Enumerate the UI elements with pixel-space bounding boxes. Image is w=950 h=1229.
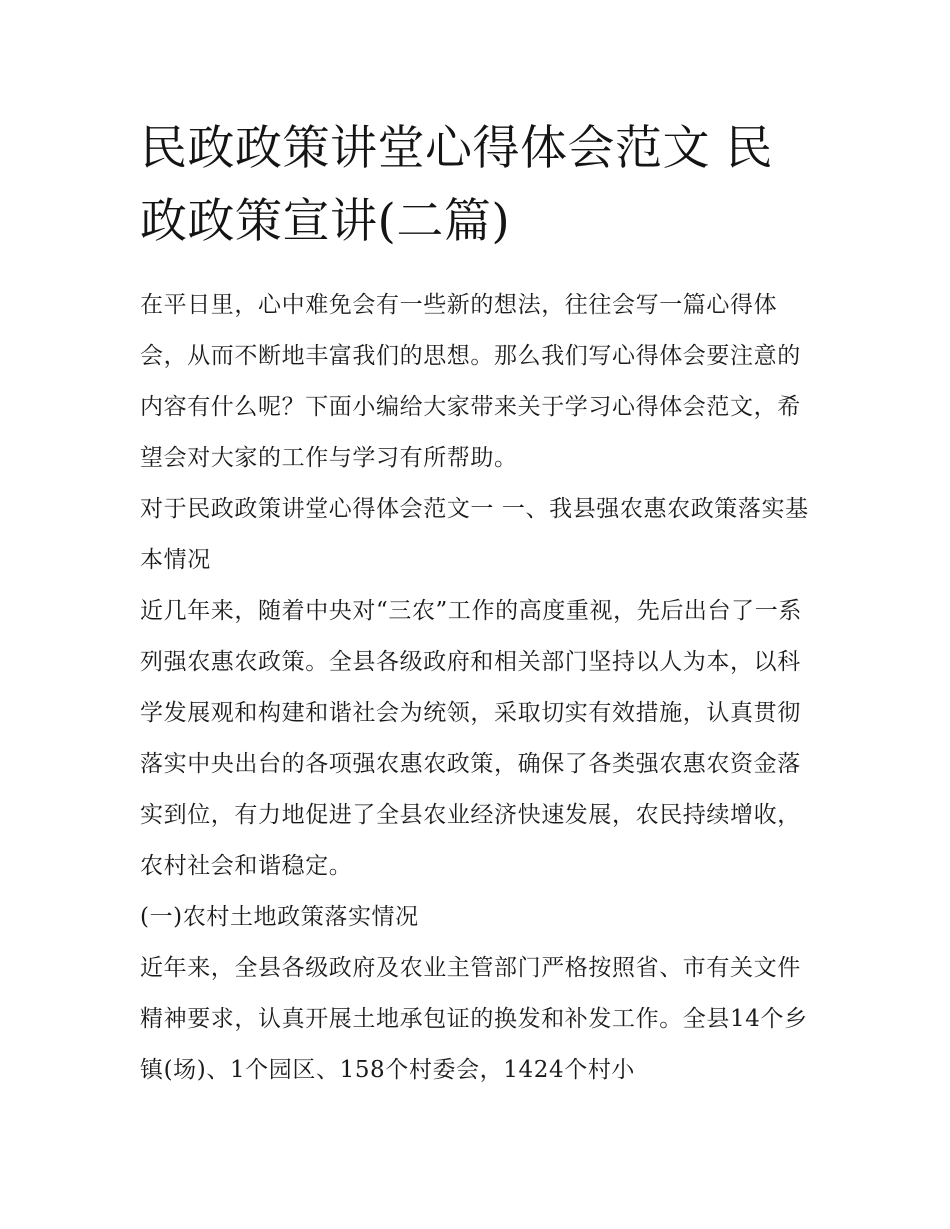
paragraph-land-policy: 近年来，全县各级政府及农业主管部门严格按照省、市有关文件精神要求，认真开展土地承包证的换发和补发工作。全县14个乡镇(场)、1个园区、158个村委会，1424个村小 <box>140 955 808 1083</box>
document-body <box>140 280 820 1096</box>
paragraph-section-heading: 对于民政政策讲堂心得体会范文一 一、我县强农惠农政策落实基本情况 <box>140 496 809 573</box>
document-title: 民政政策讲堂心得体会范文 民政政策宣讲(二篇) <box>140 121 773 249</box>
paragraph-subheading-land-policy: (一)农村土地政策落实情况 <box>140 904 419 930</box>
paragraph-intro: 在平日里，心中难免会有一些新的想法，往往会写一篇心得体会，从而不断地丰富我们的思想。那么我们写心得体会要注意的内容有什么呢？下面小编给大家带来关于学习心得体会范文，希望会对大家的工作与学习有所帮助。 <box>140 292 801 471</box>
paragraph-policy-overview: 近几年来，随着中央对“三农”工作的高度重视，先后出台了一系列强农惠农政策。全县各级政府和相关部门坚持以人为本，以科学发展观和构建和谐社会为统领，采取切实有效措施，认真贯彻落实中央出台的各项强农惠农政策，确保了各类强农惠农资金落实到位，有力地促进了全县农业经济快速发展，农民持续增收，农村社会和谐稳定。 <box>140 598 802 879</box>
